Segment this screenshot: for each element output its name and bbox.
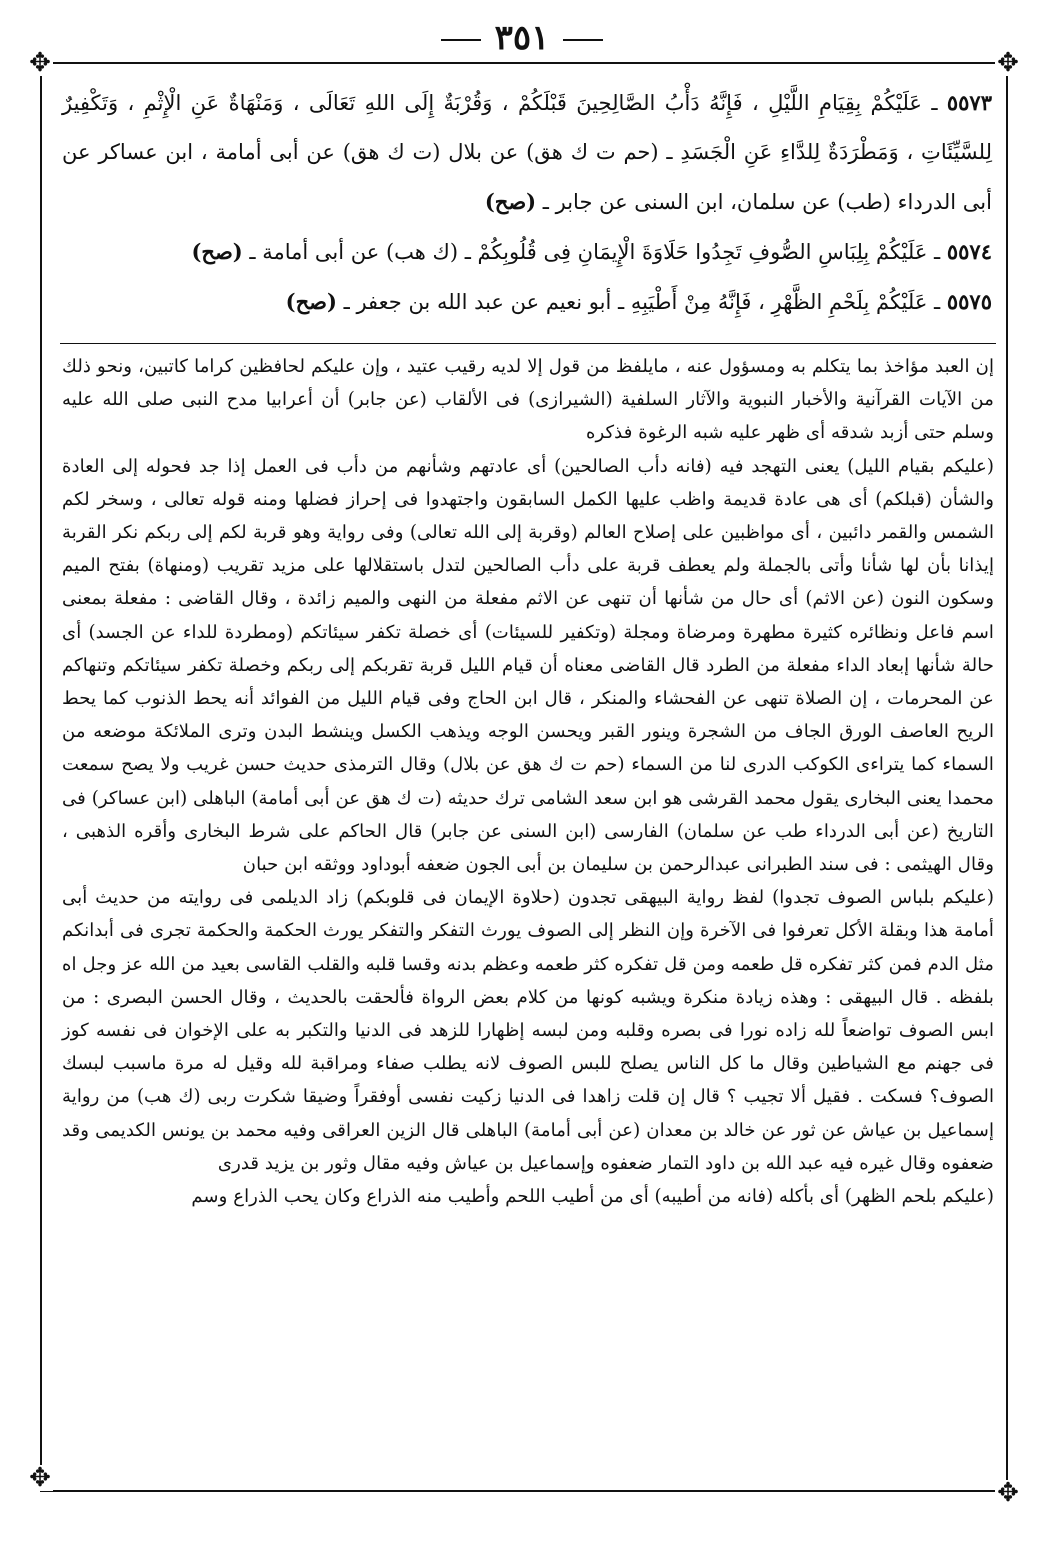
commentary-paragraph: (عليكم بقيام الليل) يعنى التهجد فيه (فانه دأب الصالحين) أى عادتهم وشأنهم من دأب فى العمل إذا جد فحوله إلى العادة والشأن (قبلكم) أى هى عادة قديمة واظب عليها الكمل السابقون واجتهدوا فى إحراز فضلها ومنه قوله تعالى ، وسخر لكم الشمس والقمر دائبين ، أى مواظبين على إصلاح العالم (وقربة إلى الله تعالى) وفى رواية وهو قربة لكم إلى ربكم نكر القربة إيذانا بأن لها شأنا وأتى بالجملة ولم يعطف قربة على دأب الصالحين لتدل باستقلالها على مزيد تقريب (ومنهاة) بفتح الميم وسكون النون (عن الاثم) أى حال من شأنها أن تنهى عن الاثم مفعلة من النهى والميم زائدة ، وقال القاضى : مفعلة بمعنى اسم فاعل ونظائره كثيرة مطهرة ومرضاة ومجلة (وتكفير للسيئات) أى خصلة تكفر سيئاتكم (ومطردة للداء عن الجسد) أى حالة شأنها إبعاد الداء مفعلة من الطرد قال القاضى معناه أن قيام الليل قربة تقربكم إلى ربكم وخصلة تكفر سيئاتكم وتنهاكم عن المحرمات ، إن الصلاة تنهى عن الفحشاء والمنكر ، قال ابن الحاج وفى قيام الليل من الفوائد أنه يحط الذنوب كما يحط الريح العاصف الورق الجاف من الشجرة وينور القبر ويحسن الوجه ويذهب الكسل وينشط البدن وترى الملائكة موضعه من السماء كما يتراءى الكوكب الدرى لنا من السماء (حم ت ك هق عن بلال) وقال الترمذى حديث حسن غريب ولا يصح سمعت محمدا يعنى البخارى يقول محمد القرشى هو ابن سعد الشامى ترك حديثه (ت ك هق عن أبى أمامة) الباهلى (ابن عساكر) فى التاريخ (عن أبى الدرداء طب عن سلمان) الفارسى (ابن السنى عن جابر) قال الحاكم على شرط البخارى وأقره الذهبى ، وقال الهيثمى : فى سند الطبرانى عبدالرحمن بن سليمان بن أبى الجون ضعفه أبوداود ووثقه ابن حبان (62, 455, 994, 876)
hadith-grade: (صح) (191, 239, 243, 264)
hadith-grade: (صح) (285, 289, 337, 314)
commentary-paragraph: إن العبد مؤاخذ بما يتكلم به ومسؤول عنه ، مايلفظ من قول إلا لديه رقيب عتيد ، وإن عليكم لحافظين كراما كاتبين، ونحو ذلك من الآيات القرآنية والأخبار النبوية والآثار السلفية (الشيرازى) فى الألقاب (عن جابر) أن أعرابيا مدح النبى صلى الله عليه وسلم حتى أزبد شدقه أى ظهر عليه شبه الرغوة فذكره (62, 356, 994, 444)
page-number-text: ٣٥١ (494, 18, 550, 58)
hadith-number: ٥٥٧٤ (946, 239, 992, 264)
corner-ornament-icon: ✥ (27, 1465, 53, 1491)
page-number-dash-right (441, 39, 481, 41)
section-divider (60, 343, 996, 344)
commentary-section (62, 350, 994, 1213)
hadith-entry: ٥٥٧٤ ـ عَلَيْكُمْ بِلِبَاسِ الصُّوفِ تَجِدُوا حَلَاوَةَ الْإِيمَانِ فِى قُلُوبِكُمْ ـ (ك هب) عن أبى أمامة ـ (صح) (191, 239, 992, 264)
page-number-dash-left (563, 39, 603, 41)
hadith-entry: ٥٥٧٥ ـ عَلَيْكُمْ بِلَحْمِ الظَّهْرِ ، فَإِنَّهُ مِنْ أَطْيَبِهِ ـ أبو نعيم عن عبد الله بن جعفر ـ (صح) (285, 289, 992, 314)
commentary-paragraph: (عليكم بلحم الظهر) أى بأكله (فانه من أطيبه) أى من أطيب اللحم وأطيب منه الذراع وكان يحب الذراع وسم (191, 1186, 994, 1208)
hadith-section (62, 78, 992, 327)
hadith-text: عَلَيْكُمْ بِلِبَاسِ الصُّوفِ تَجِدُوا حَلَاوَةَ الْإِيمَانِ فِى قُلُوبِكُمْ ـ (ك هب) عن أبى أمامة ـ (249, 240, 928, 264)
corner-ornament-icon: ✥ (995, 1480, 1021, 1506)
hadith-number: ٥٥٧٣ (946, 90, 992, 115)
hadith-grade: (صح) (484, 189, 537, 214)
page-number (0, 18, 1044, 58)
corner-ornament-icon: ✥ (995, 50, 1021, 76)
commentary-paragraph: (عليكم بلباس الصوف تجدوا) لفظ رواية البيهقى تجدون (حلاوة الإيمان فى قلوبكم) زاد الديلمى فى روايته من حديث أبى أمامة هذا وبقلة الأكل تعرفوا فى الآخرة وإن النظر إلى الصوف يورث التفكر والتفكر يورث الحكمة والحكمة تجرى فى أبدانكم مثل الدم فمن كثر تفكره قل طعمه ومن قل تفكره كثر طعمه وعظم بدنه وقسا قلبه والقلب القاسى بعيد من الله عز وجل اه بلفظه . قال البيهقى : وهذه زيادة منكرة ويشبه كونها من كلام بعض الرواة فألحقت بالحديث ، وقال الحسن البصرى : من ابس الصوف تواضعاً لله زاده نورا فى بصره وقلبه ومن لبسه إظهارا للزهد فى الدنيا والتكبر به على الإخوان فى نفسه كوز فى جهنم مع الشياطين وقال ما كل الناس يصلح للبس الصوف لانه يطلب صفاء ومراقبة لله وقيل له مرة ماسبب لبسك الصوف؟ فسكت . فقيل ألا تجيب ؟ قال إن قلت زاهدا فى الدنيا زكيت نفسى أوفقراً وضيقا شكرت ربى (ك هب) من رواية إسماعيل بن عياش عن ثور عن خالد بن معدان (عن أبى أمامة) الباهلى قال الزين العراقى وفيه محمد بن يونس الكديمى وقد ضعفوه وقال غيره فيه عبد الله بن داود التمار ضعفوه وإسماعيل بن عياش وفيه مقال وثور بن يزيد قدرى (62, 887, 994, 1174)
hadith-entry: ٥٥٧٣ ـ عَلَيْكُمْ بِقِيَامِ اللَّيْلِ ، فَإِنَّهُ دَأْبُ الصَّالِحِينَ قَبْلَكُمْ ، وَقُرْبَةٌ إِلَى اللهِ تَعَالَى ، وَمَنْهَاةٌ عَنِ الْإِثْمِ ، وَتَكْفِيرٌ لِلسَّيِّئَاتِ ، وَمَطْرَدَةٌ لِلدَّاءِ عَنِ الْجَسَدِ ـ (حم ت ك هق) عن بلال (ت ك هق) عن أبى أمامة ، ابن عساكر عن أبى الدرداء (طب) عن سلمان، ابن السنى عن جابر ـ (صح) (62, 90, 992, 214)
hadith-text: عَلَيْكُمْ بِلَحْمِ الظَّهْرِ ، فَإِنَّهُ مِنْ أَطْيَبِهِ ـ أبو نعيم عن عبد الله بن جعفر ـ (343, 290, 928, 314)
hadith-text: عَلَيْكُمْ بِقِيَامِ اللَّيْلِ ، فَإِنَّهُ دَأْبُ الصَّالِحِينَ قَبْلَكُمْ ، وَقُرْبَةٌ إِلَى اللهِ تَعَالَى ، وَمَنْهَاةٌ عَنِ الْإِثْمِ ، وَتَكْفِيرٌ لِلسَّيِّئَاتِ ، وَمَطْرَدَةٌ لِلدَّاءِ عَنِ الْجَسَدِ ـ (حم ت ك هق) عن بلال (ت ك هق) عن أبى أمامة ، ابن عساكر عن أبى الدرداء (طب) عن سلمان، ابن السنى عن جابر ـ (62, 91, 992, 214)
corner-ornament-icon: ✥ (27, 50, 53, 76)
hadith-number: ٥٥٧٥ (946, 289, 992, 314)
